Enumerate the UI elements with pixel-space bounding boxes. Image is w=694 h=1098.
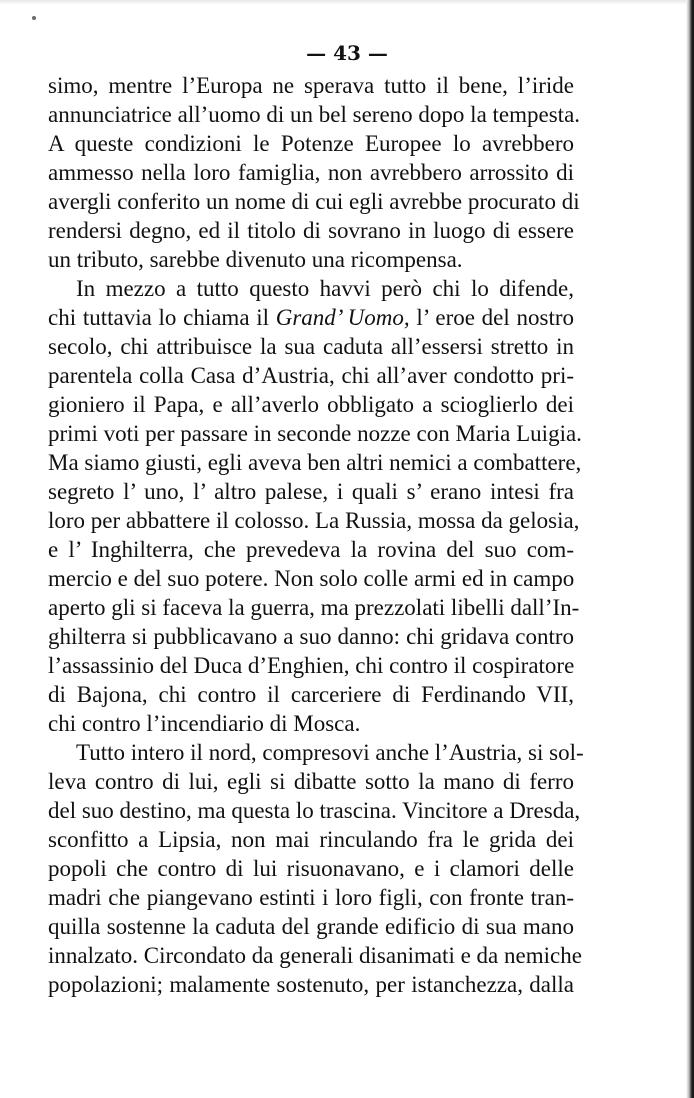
page-number: — 43 —	[306, 41, 388, 65]
paragraph-start-line: Tutto intero il nord, compresovi anche l’Austria, si sol-	[76, 740, 584, 765]
text-line: avergli conferito un nome di cui egli avrebbe procurato di	[48, 189, 580, 214]
text-line: popoli che contro di lui risuonavano, e i clamori delle	[48, 856, 574, 881]
body-text	[48, 71, 584, 999]
text-line: ghilterra si pubblicavano a suo danno: chi gridava contro	[48, 624, 574, 649]
text-line: quilla sostenne la caduta del grande edificio di sua mano	[48, 914, 574, 939]
text-line: loro per abbattere il colosso. La Russia, mossa da gelosia,	[48, 508, 580, 533]
text-line: popolazioni; malamente sostenuto, per istanchezza, dalla	[48, 972, 574, 997]
text-line: madri che piangevano estinti i loro figli, con fronte tran-	[48, 885, 574, 910]
paragraph-end-line: un tributo, sarebbe divenuto una ricompensa.	[48, 247, 463, 272]
paragraph-end-line: chi contro l’incendiario di Mosca.	[48, 711, 361, 736]
text-line: sconfitto a Lipsia, non mai rinculando fra le grida dei	[48, 827, 574, 852]
text-line: Ma siamo giusti, egli aveva ben altri nemici a combattere,	[48, 450, 582, 475]
text-line: secolo, chi attribuisce la sua caduta all’essersi stretto in	[48, 334, 574, 359]
text-line: e l’ Inghilterra, che prevedeva la rovina del suo com-	[48, 537, 574, 562]
text-line-with-italic	[48, 303, 574, 332]
scan-right-edge	[686, 0, 694, 1098]
text-line: simo, mentre l’Europa ne sperava tutto il bene, l’iride	[48, 73, 574, 98]
text-line: ammesso nella loro famiglia, non avrebbero arrossito di	[48, 160, 574, 185]
text-line: innalzato. Circondato da generali disanimati e da nemiche	[48, 943, 582, 968]
text-line: l’assassinio del Duca d’Enghien, chi contro il cospiratore	[48, 653, 575, 678]
text-line: A queste condizioni le Potenze Europee lo avrebbero	[48, 131, 574, 156]
text-line: primi voti per passare in seconde nozze con Maria Luigia.	[48, 421, 582, 446]
text-line: mercio e del suo potere. Non solo colle armi ed in campo	[48, 566, 575, 591]
text-line: aperto gli si faceva la guerra, ma prezzolati libelli dall’In-	[48, 595, 580, 620]
text-line: gioniero il Papa, e all’averlo obbligato a scioglierlo dei	[48, 392, 574, 417]
scan-top-edge	[0, 0, 694, 5]
text-segment: chi tuttavia lo chiama il	[48, 305, 276, 330]
text-line: leva contro di lui, egli si dibatte sotto la mano di ferro	[48, 769, 574, 794]
italic-phrase: Grand’ Uomo,	[275, 305, 410, 330]
text-segment: l’ eroe del nostro	[409, 305, 574, 330]
text-line: del suo destino, ma questa lo trascina. Vincitore a Dresda,	[48, 798, 581, 823]
text-line: segreto l’ uno, l’ altro palese, i quali s’ erano intesi fra	[48, 479, 574, 504]
paragraph-start-line: In mezzo a tutto questo havvi però chi lo difende,	[76, 276, 574, 301]
ink-speck	[32, 16, 36, 20]
text-line: annunciatrice all’uomo di un bel sereno dopo la tempesta.	[48, 102, 581, 127]
text-line: rendersi degno, ed il titolo di sovrano in luogo di essere	[48, 218, 574, 243]
text-line: parentela colla Casa d’Austria, chi all’aver condotto pri-	[48, 363, 574, 388]
text-line: di Bajona, chi contro il carceriere di Ferdinando VII,	[48, 682, 574, 707]
